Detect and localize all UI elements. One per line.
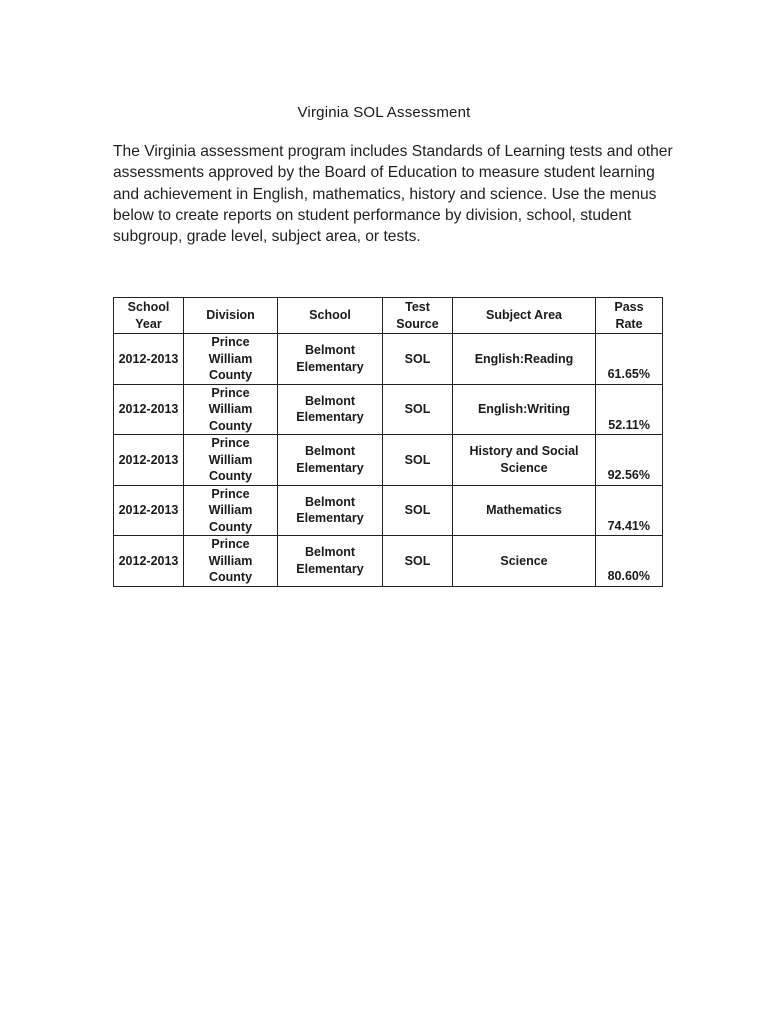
cell-pass-rate: 74.41%: [596, 485, 663, 536]
header-school-year: School Year: [114, 298, 184, 334]
page-title: Virginia SOL Assessment: [297, 104, 471, 121]
header-school: School: [278, 298, 383, 334]
cell-test-source: SOL: [383, 384, 453, 435]
cell-school: Belmont Elementary: [278, 435, 383, 486]
cell-pass-rate: 92.56%: [596, 435, 663, 486]
table-row: [114, 334, 663, 385]
table-header-row: [114, 298, 663, 334]
cell-subject-area: English:Reading: [453, 334, 596, 385]
cell-school-year: 2012-2013: [114, 485, 184, 536]
table-row: [114, 536, 663, 587]
table-row: [114, 485, 663, 536]
cell-school: Belmont Elementary: [278, 485, 383, 536]
assessment-table: [113, 297, 663, 587]
intro-paragraph: The Virginia assessment program includes Standards of Learning tests and other assessments approved by the Board of Education to measure student learning and achievement in English, mathematics, history and science. Use the menus below to create reports on student performance by division, school, student subgroup, grade level, subject area, or tests.: [113, 143, 673, 246]
table-row: [114, 384, 663, 435]
cell-subject-area: Mathematics: [453, 485, 596, 536]
cell-school-year: 2012-2013: [114, 435, 184, 486]
cell-test-source: SOL: [383, 435, 453, 486]
header-subject-area: Subject Area: [453, 298, 596, 334]
cell-division: Prince William County: [184, 435, 278, 486]
header-division: Division: [184, 298, 278, 334]
cell-pass-rate: 80.60%: [596, 536, 663, 587]
header-pass-rate: Pass Rate: [596, 298, 663, 334]
cell-subject-area: History and Social Science: [453, 435, 596, 486]
cell-pass-rate: 52.11%: [596, 384, 663, 435]
cell-division: Prince William County: [184, 334, 278, 385]
cell-division: Prince William County: [184, 384, 278, 435]
cell-division: Prince William County: [184, 536, 278, 587]
cell-division: Prince William County: [184, 485, 278, 536]
cell-school-year: 2012-2013: [114, 536, 184, 587]
cell-test-source: SOL: [383, 334, 453, 385]
cell-test-source: SOL: [383, 536, 453, 587]
table-row: [114, 435, 663, 486]
cell-subject-area: English:Writing: [453, 384, 596, 435]
cell-subject-area: Science: [453, 536, 596, 587]
cell-school: Belmont Elementary: [278, 536, 383, 587]
header-test-source: Test Source: [383, 298, 453, 334]
cell-test-source: SOL: [383, 485, 453, 536]
cell-school-year: 2012-2013: [114, 334, 184, 385]
cell-school: Belmont Elementary: [278, 384, 383, 435]
cell-school-year: 2012-2013: [114, 384, 184, 435]
cell-school: Belmont Elementary: [278, 334, 383, 385]
cell-pass-rate: 61.65%: [596, 334, 663, 385]
